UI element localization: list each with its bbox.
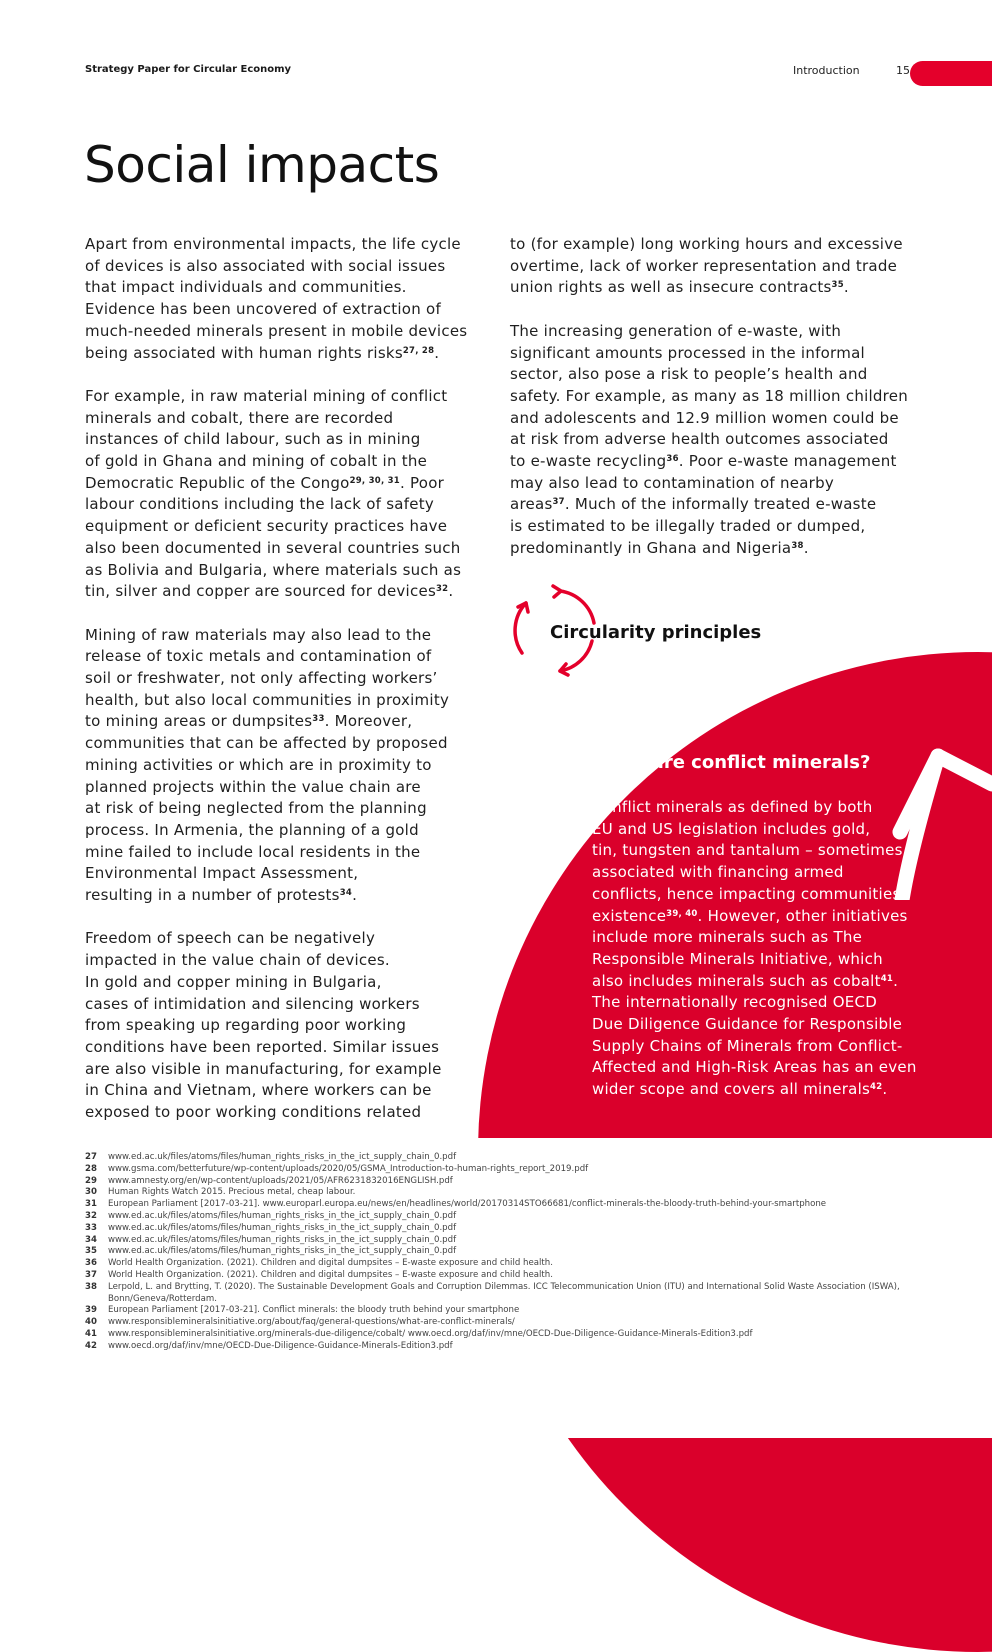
footnote-ref: 41 xyxy=(880,973,894,984)
page-title: Social impacts xyxy=(84,136,440,194)
paragraph: Mining of raw materials may also lead to the release of toxic metals and contamination of soil or freshwater, not only affecting workers’ health, but also local communities in proximity to mining areas or dumpsites$^{33}$. Moreover, communities that can be affected by proposed mining activities or which are in proximity to planned projects within the value chain are at risk of being neglected from the planning process. In Armenia, the planning of a gold mine failed to include local residents in the Environmental Impact Assessment, resulting in a number of protests$^{34}$. xyxy=(85,625,450,905)
footnote-ref: 33 xyxy=(312,714,325,725)
footnote-ref: 42 xyxy=(870,1082,883,1093)
footnote: 37 World Health Organization. (2021). Children and digital dumpsites – E-waste exposure and child health. xyxy=(85,1269,553,1280)
footnote-ref: 29, 30, 31 xyxy=(349,475,400,486)
document-title: Strategy Paper for Circular Economy xyxy=(85,64,292,75)
section-name: Introduction xyxy=(793,64,860,77)
box-title: What are conflict minerals? xyxy=(592,752,871,773)
footnote: 35 www.ed.ac.uk/files/atoms/files/human_rights_risks_in_the_ict_supply_chain_0.pdf xyxy=(85,1246,457,1257)
footnote: 36 World Health Organization. (2021). Children and digital dumpsites – E-waste exposure and child health. xyxy=(85,1258,553,1269)
header-accent-bar xyxy=(910,61,992,86)
footnote: 42 www.oecd.org/daf/inv/mne/OECD-Due-Diligence-Guidance-Minerals-Edition3.pdf xyxy=(85,1340,453,1351)
footnote-ref: 35 xyxy=(831,280,844,291)
footnote: 40 www.responsiblemineralsinitiative.org/about/faq/general-questions/what-are-conflict-minerals/ xyxy=(85,1317,515,1328)
box-text: Conflict minerals as defined by both EU and US legislation includes gold, tin, tungsten and tantalum – sometimes associated with financing armed conflicts, hence impacting communities’ existence$^{39, 40}$. However, other initiatives include more minerals such as The Responsible Minerals Initiative, which also includes minerals such as cobalt$^{41}$. The internationally recognised OECD Due Diligence Guidance for Responsible Supply Chains of Minerals from Conflict- Affected and High-Risk Areas has an even wider scope and covers all minerals$^{42}$. xyxy=(592,798,917,1099)
footnote: 32 www.ed.ac.uk/files/atoms/files/human_rights_risks_in_the_ict_supply_chain_0.pdf xyxy=(85,1210,457,1221)
right-column xyxy=(510,234,940,581)
footnote: 28 www.gsma.com/betterfuture/wp-content/uploads/2020/05/GSMA_Introduction-to-human-rights_report_2019.pdf xyxy=(85,1163,589,1174)
paragraph: Apart from environmental impacts, the life cycle of devices is also associated with social issues that impact individuals and communities. Evidence has been uncovered of extraction of much-needed minerals present in mobile devices being associated with human rights risks$^{27, 28}$. xyxy=(85,235,468,362)
footnote-ref: 38 xyxy=(791,540,804,551)
footnotes xyxy=(85,1152,925,1353)
footnote: 31 European Parliament [2017-03-21]. www.europarl.europa.eu/news/en/headlines/world/20170314STO66681/conflict-minerals-the-bloody-truth-behind-your-smartphone xyxy=(85,1199,827,1210)
footnote-ref: 39, 40 xyxy=(666,908,698,919)
footnote: 39 European Parliament [2017-03-21]. Conflict minerals: the bloody truth behind your smartphone xyxy=(85,1305,520,1316)
footnote: 38 Lerpold, L. and Brytting, T. (2020). The Sustainable Development Goals and Corruption Dilemmas. ICC Telecommunication Union (ITU) and International Solid Waste Association (ISWA), Bonn/Geneva/Rotterdam. xyxy=(85,1281,900,1304)
footnote: 33 www.ed.ac.uk/files/atoms/files/human_rights_risks_in_the_ict_supply_chain_0.pdf xyxy=(85,1222,457,1233)
paragraph: For example, in raw material mining of conflict minerals and cobalt, there are recorded instances of child labour, such as in mining of gold in Ghana and mining of cobalt in the Democratic Republic of the Congo$^{29, 30, 31}$. Poor labour conditions including the lack of safety equipment or deficient security practices have also been documented in several countries such as Bolivia and Bulgaria, where materials such as tin, silver and copper are sourced for devices$^{32}$. xyxy=(85,386,462,601)
footnote: 29 www.amnesty.org/en/wp-content/uploads/2021/05/AFR6231832016ENGLISH.pdf xyxy=(85,1175,453,1186)
paragraph: Freedom of speech can be negatively impacted in the value chain of devices. In gold and copper mining in Bulgaria, cases of intimidation and silencing workers from speaking up regarding poor working conditions have been reported. Similar issues are also visible in manufacturing, for example in China and Vietnam, where workers can be exposed to poor working conditions related xyxy=(85,929,442,1122)
footnote: 41 www.responsiblemineralsinitiative.org/minerals-due-diligence/cobalt/ www.oecd.org/daf/inv/mne/OECD-Due-Diligence-Guidance-Minerals-Edition3.pdf xyxy=(85,1328,753,1339)
footnote-ref: 27, 28 xyxy=(402,345,435,356)
page-number: 15 xyxy=(896,64,910,77)
footnote: 34 www.ed.ac.uk/files/atoms/files/human_rights_risks_in_the_ict_supply_chain_0.pdf xyxy=(85,1234,457,1245)
footnote-ref: 32 xyxy=(436,584,449,595)
footnote-ref: 34 xyxy=(339,888,353,899)
footnote: 27 www.ed.ac.uk/files/atoms/files/human_rights_risks_in_the_ict_supply_chain_0.pdf xyxy=(85,1152,457,1162)
footnote: 30 Human Rights Watch 2015. Precious metal, cheap labour. xyxy=(85,1187,356,1198)
footnote-ref: 36 xyxy=(666,454,679,465)
circularity-principles-label: Circularity principles xyxy=(550,622,762,643)
left-column xyxy=(85,234,495,1145)
paragraph: to (for example) long working hours and excessive overtime, lack of worker representation and trade union rights as well as insecure contracts$^{35}$. xyxy=(510,235,903,297)
footnote-ref: 37 xyxy=(552,497,565,508)
paragraph: The increasing generation of e-waste, with significant amounts processed in the informal sector, also pose a risk to people’s health and safety. For example, as many as 18 million children and adolescents and 12.9 million women could be at risk from adverse health outcomes associated to e-waste recycling$^{36}$. Poor e-waste management may also lead to contamination of nearby areas$^{37}$. Much of the informally treated e-waste is estimated to be illegally traded or dumped, predominantly in Ghana and Nigeria$^{38}$. xyxy=(510,321,909,557)
